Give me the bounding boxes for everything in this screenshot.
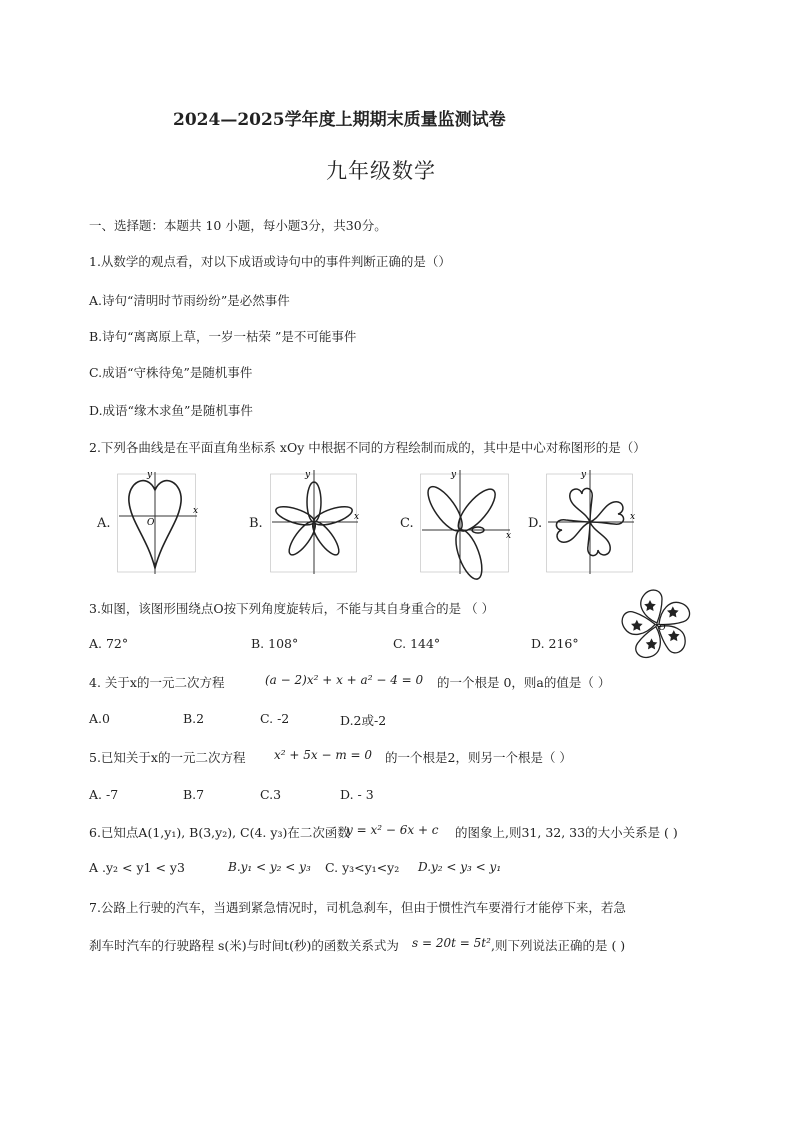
origin-label: O [147,518,155,528]
x-axis-label: x [630,512,636,522]
option-d: D. - 3 [340,787,374,802]
curve-figure-b [270,468,360,578]
figure-label-d: D. [528,516,543,531]
question-stem-line-1: 7.公路上行驶的汽车，当遇到紧急情况时，司机急刹车，但由于惯性汽车要滑行才能停下来，若急 [89,900,626,915]
question-stem: 3.如图，该图形围绕点O按下列角度旋转后，不能与其自身重合的是 （ ） [89,601,495,616]
option-c: C.3 [260,787,282,802]
option-a: A. 72° [89,636,129,651]
option-a: A .y₂ < y1 < y3 [89,860,185,875]
option-b: B.诗句“离离原上草，一岁一枯荣 ”是不可能事件 [89,329,357,344]
option-a: A.诗句“清明时节雨纷纷”是必然事件 [89,293,290,308]
option-b: B.7 [183,787,205,802]
option-a: A. -7 [89,787,119,802]
question-stem-post: 的图象上,则31, 32, 33的大小关系是 ( ) [455,825,678,840]
option-c: C. -2 [260,711,290,726]
question-stem: 1.从数学的观点看，对以下成语或诗句中的事件判断正确的是（） [89,254,451,269]
equation: y = x² − 6x + c [346,823,439,837]
equation: (a − 2)x² + x + a² − 4 = 0 [265,673,424,687]
curve-figure-d [546,468,636,578]
option-c: C.成语“守株待兔”是随机事件 [89,365,253,380]
center-point-label: O [659,623,666,632]
question-stem: 2.下列各曲线是在平面直角坐标系 xOy 中根据不同的方程绘制而成的，其中是中心对称图形的是（） [89,440,646,455]
option-b: B.y₁ < y₂ < y₃ [228,860,311,874]
equation: s = 20t = 5t² [412,936,491,950]
question-stem-pre: 6.已知点A(1,y₁), B(3,y₂), C(4. y₃)在二次函数 [89,825,350,840]
option-d: D.y₂ < y₃ < y₁ [418,860,502,874]
option-c: C. 144° [393,636,441,651]
y-axis-label: y [305,470,311,480]
figure-label-a: A. [97,516,111,531]
question-stem-line-2-post: ,则下列说法正确的是 ( ) [491,938,626,953]
x-axis-label: x [506,531,512,541]
question-stem-pre: 5.已知关于x的一元二次方程 [89,750,246,765]
exam-subtitle: 九年级数学 [326,159,436,183]
y-axis-label: y [147,470,153,480]
question-stem-post: 的一个根是 0，则a的值是（ ） [437,675,611,690]
x-axis-label: x [193,506,199,516]
exam-title: 2024—2025学年度上期期末质量监测试卷 [173,110,506,130]
y-axis-label: y [451,470,457,480]
option-d: D.成语“缘木求鱼”是随机事件 [89,403,253,418]
question-stem-pre: 4. 关于x的一元二次方程 [89,675,225,690]
question-stem-post: 的一个根是2，则另一个根是（ ） [385,750,572,765]
x-axis-label: x [354,512,360,522]
option-a: A.0 [89,711,110,726]
option-b: B.2 [183,711,205,726]
option-d: D.2或-2 [340,713,387,728]
curve-figure-a [117,468,199,578]
curve-figure-c [420,468,514,578]
y-axis-label: y [581,470,587,480]
equation: x² + 5x − m = 0 [274,748,373,762]
figure-label-c: C. [400,516,414,531]
option-c: C. y₃<y₁<y₂ [325,860,400,875]
rotation-figure [614,583,700,667]
option-b: B. 108° [251,636,299,651]
section-heading: 一、选择题：本题共 10 小题，每小题3分，共30分。 [89,218,387,233]
question-stem-line-2-pre: 刹车时汽车的行驶路程 s(米)与时间t(秒)的函数关系式为 [89,938,399,953]
option-d: D. 216° [531,636,579,651]
figure-label-b: B. [249,516,263,531]
